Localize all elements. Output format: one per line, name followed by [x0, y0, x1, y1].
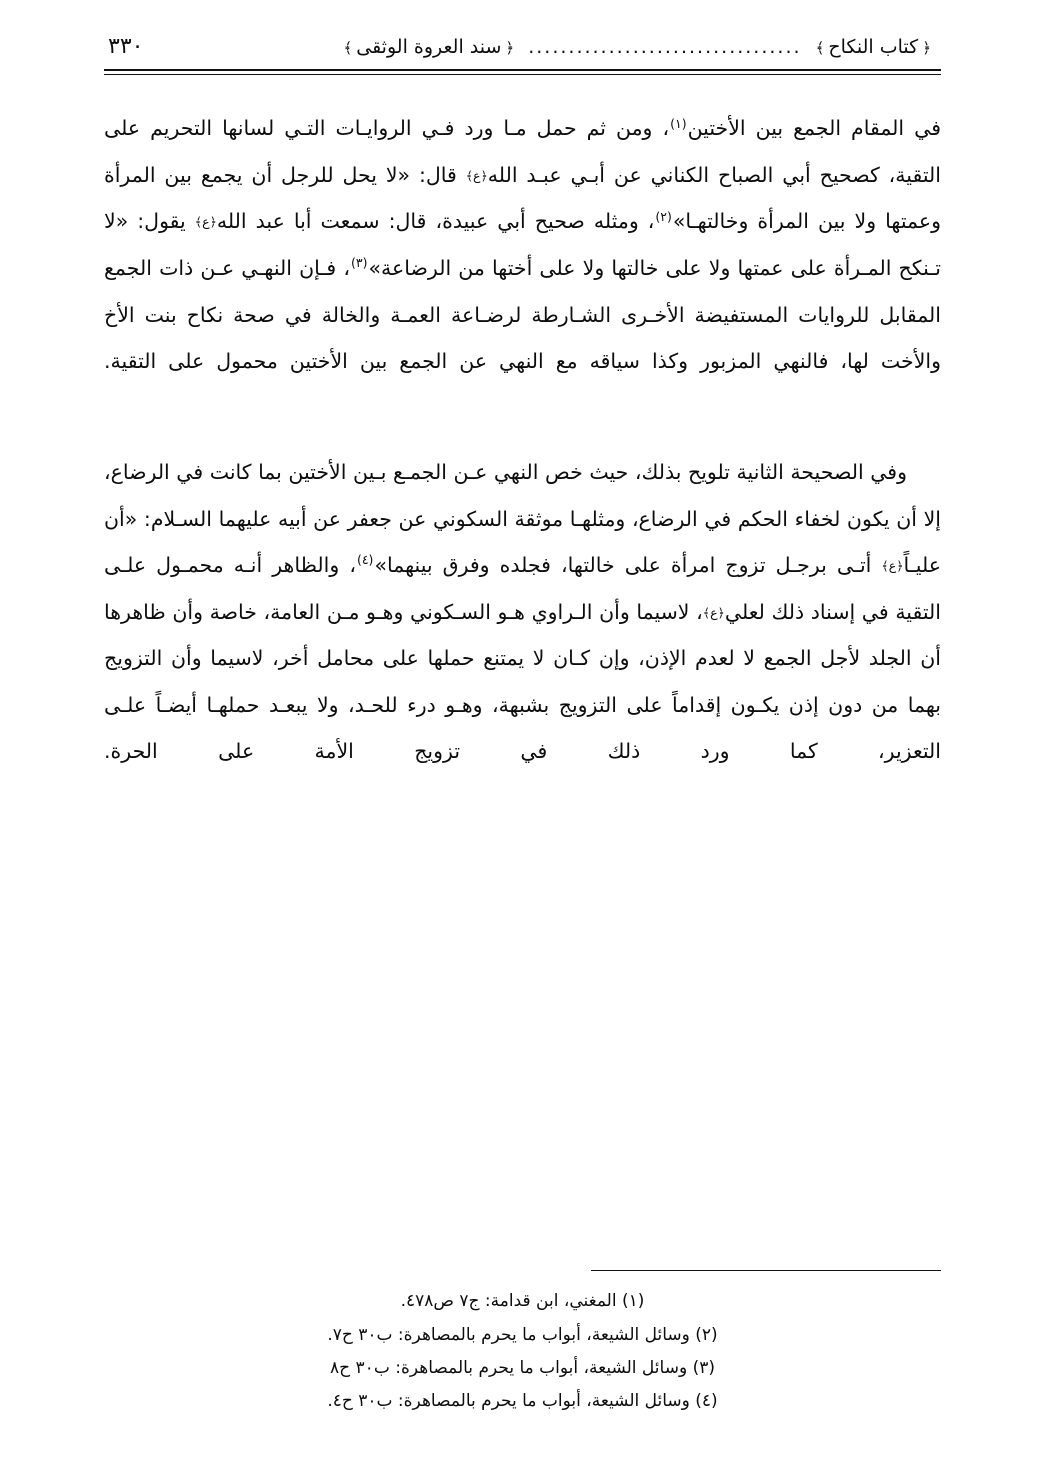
ornament-open-icon: ﴿: [922, 39, 931, 57]
header-dots: ..................................: [528, 36, 802, 58]
footnote-item: (٢) وسائل الشيعة، أبواب ما يحرم بالمصاهرة: ب٣٠ ح٧.: [327, 1324, 718, 1345]
header-running-title: [339, 36, 935, 59]
page-number: ٣٣٠: [108, 34, 144, 59]
ornament-close-icon-2: ﴾: [343, 39, 353, 57]
header-chapter: كتاب النكاح: [828, 36, 919, 58]
footnote-item: (٤) وسائل الشيعة، أبواب ما يحرم بالمصاهرة: ب٣٠ ح٤.: [327, 1390, 718, 1411]
footnote-area: [104, 1270, 941, 1418]
footnote-list: [104, 1285, 941, 1418]
header-divider: [104, 69, 941, 75]
ornament-close-icon: ﴾: [815, 39, 825, 57]
body-text: [104, 105, 941, 821]
footnote-item: (١) المغني، ابن قدامة: ج٧ ص٤٧٨.: [400, 1291, 645, 1312]
footnote-item: (٣) وسائل الشيعة، أبواب ما يحرم بالمصاهرة: ب٣٠ ح٨: [330, 1357, 715, 1378]
page-header: [104, 34, 941, 60]
paragraph-2: وفي الصحيحة الثانية تلويح بذلك، حيث خص النهي عـن الجمـع بـين الأختين بما كانت في الرضاع، إلا أن يكون لخفاء الحكم في الرضاع، ومثلهـا موثقة السكوني عن جعفر عن أبيه عليهما السـلام: «أن عليـاً﴿ع﴾ أتـى برجـل تزوج امرأة على خالتها، فجلده وفرق بينهما»$^{(٤)}$، والظاهر أنـه محمـول علـى التقية في إسناد ذلك لعلي﴿ع﴾، لاسيما وأن الـراوي هـو السـكوني وهـو مـن العامة، خاصة وأن ظاهرها أن الجلد لأجل الجمع لا لعدم الإذن، وإن كـان لا يمتنع حملها على محامل أخر، لاسيما وأن التزويج بهما من دون إذن يكـون إقداماً على التزويج بشبهة، وهـو درء للحـد، ولا يبعـد حملهـا أيضـاً علـى التعزير، كما ورد ذلك في تزويج الأمة على الحرة.: [104, 460, 941, 764]
paragraph-1: في المقام الجمع بين الأختين$^{(١)}$، ومن ثم حمل مـا ورد فـي الروايـات التـي لسانها التحريم على التقية، كصحيح أبي الصباح الكناني عن أبـي عبـد الله﴿ع﴾ قال: «لا يحل للرجل أن يجمع بين المرأة وعمتها ولا بين المرأة وخالتهـا»$^{(٢)}$، ومثله صحيح أبي عبيدة، قال: سمعت أبا عبد الله﴿ع﴾ يقول: «لا تـنكح المـرأة على عمتها ولا على خالتها ولا على أختها من الرضاعة»$^{(٣)}$، فـإن النهـي عـن ذات الجمع المقابل للروايات المستفيضة الأخـرى الشـارطة لرضـاعة العمـة والخالة في صحة نكاح بنت الأخ والأخت لها، فالنهي المزبور وكذا سياقه مع النهي عن الجمع بين الأختين محمول على التقية.: [104, 115, 941, 374]
footnote-divider: [591, 1270, 941, 1271]
header-book-title: سند العروة الوثقى: [356, 36, 502, 58]
ornament-open-icon-2: ﴿: [505, 39, 515, 57]
